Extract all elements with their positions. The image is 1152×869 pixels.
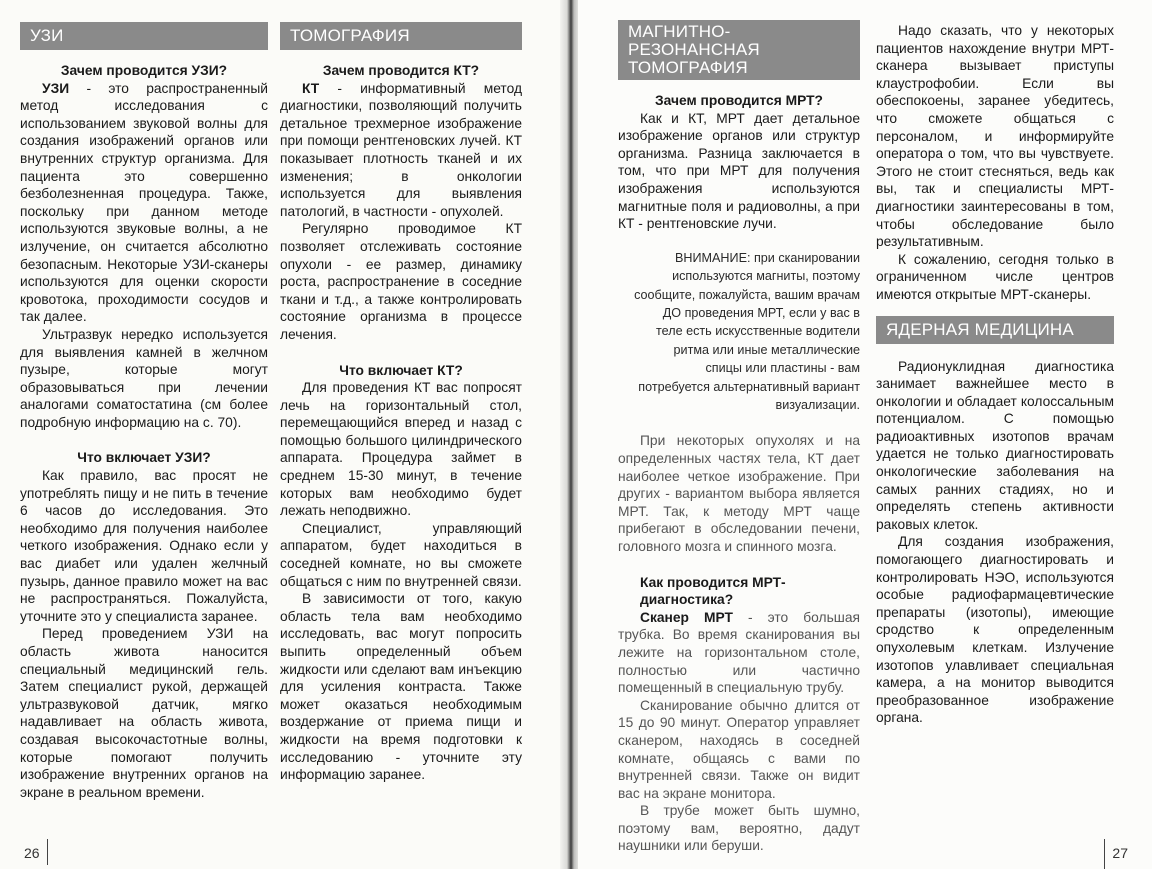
paragraph: В зависимости от того, какую область тела вам необходимо исследовать, вас могут попросить выпить определенный объем жидкости или сделают вам инъекцию для усиления контраста. Также может оказаться необходимым воздержание от приема пищи и жидкости на время подготовки к исследованию - уточните эту информацию заранее. (280, 591, 522, 783)
paragraph: Для проведения КТ вас попросят лечь на горизонтальный стол, перемещающийся вперед и назад с помощью большого цилиндрического аппарата. Процедура займет в среднем 15-30 минут, в течение которых вам необходимо будет лежать неподвижно. (280, 380, 522, 519)
lead-term: Сканер МРТ (640, 609, 733, 625)
column-ct (280, 22, 522, 784)
book-spine (560, 0, 580, 869)
paragraph: Сканер МРТ - это большая трубка. Во время сканирования вы лежите на горизонтальном столе, полностью или частично помещенный в специальную трубу. (618, 609, 860, 696)
paragraph: УЗИ - это распространенный метод исследования с использованием звуковой волны для создания изображений органов или внутренних структур организма. Для пациента это совершенно безболезненная процедура. Также, поскольку при данном методе используются звуковые волны, а не излучение, он считается абсолютно безопасным. Некоторые УЗИ-сканеры используются для оценки скорости кровотока, проходимости сосудов и так далее. (20, 80, 268, 325)
column-mri (618, 20, 860, 855)
left-page (0, 0, 570, 869)
section-header-nuclear: ЯДЕРНАЯ МЕДИЦИНА (876, 316, 1114, 344)
page-number-right: 27 (1112, 845, 1128, 861)
paragraph: К сожалению, сегодня только в ограниченном числе центров имеются открытые МРТ-сканеры. (876, 251, 1114, 302)
section-header-uzi: УЗИ (20, 22, 268, 50)
lead-term: КТ (302, 80, 320, 96)
paragraph: В трубе может быть шумно, поэтому вам, вероятно, дадут наушники или беруши. (618, 803, 860, 854)
paragraph: Ультразвук нередко используется для выявления камней в желчном пузыре, которые могут образовываться при лечении аналогами соматостатина (см более подробную информацию на с. 70). (20, 326, 268, 430)
paragraph: Как и КТ, МРТ дает детальное изображение органов или структур организма. Разница заключается в том, что при МРТ для получения изображения используются магнитные поля и радиоволны, а при КТ - рентгеновские лучи. (618, 110, 860, 232)
right-page (578, 0, 1152, 869)
paragraph: Радионуклидная диагностика занимает важнейшее место в онкологии и обладает колоссальным потенциалом. С помощью радиоактивных изотопов врачам удается не только диагностировать онкологические заболевания на самых ранних стадиях, но и определять степень активности раковых клеток. (876, 358, 1114, 532)
column-uzi (20, 22, 268, 801)
paragraph: Специалист, управляющий аппаратом, будет находиться в соседней комнате, но вы сможете общаться с ним по внутренней связи. (280, 520, 522, 589)
lead-term: УЗИ (42, 80, 70, 96)
question-what-ct: Что включает КТ? (339, 362, 463, 378)
paragraph: Как правило, вас просят не употреблять пищу и не пить в течение 6 часов до исследования. Это необходимо для получения наиболее четкого изображения. Однако если у вас диабет или удален желчный пузырь, данное правило может на вас не распространяться. Пожалуйста, уточните это у специалиста заранее. (20, 468, 268, 624)
question-why-uzi: Зачем проводится УЗИ? (60, 63, 228, 78)
question-why-ct: Зачем проводится КТ? (322, 63, 480, 78)
paragraph: Перед проведением УЗИ на область живота наносится специальный медицинский гель. Затем специалист рукой, держащей ультразвуковой датчик, мягко надавливает на область живота, создавая высокочастотные волны, которые помогают получить изображение внутренних органов на экране в реальном времени. (20, 626, 268, 800)
paragraph: Регулярно проводимое КТ позволяет отслеживать состояние опухоли - ее размер, динамику роста, распространение в соседние ткани и т.д., а также контролировать состояние организма в процессе лечения. (280, 221, 522, 342)
section-header-mri: МАГНИТНО-РЕЗОНАНСНАЯ ТОМОГРАФИЯ (618, 20, 860, 80)
question-how-mri: Как проводится МРТ-диагностика? (640, 574, 786, 608)
page-number-left: 26 (24, 845, 40, 861)
column-nuclear (876, 22, 1114, 727)
paragraph: Сканирование обычно длится от 15 до 90 минут. Оператор управляет сканером, находясь в соседней комнате, общаясь с вами по внутренней связи. Также он видит вас на экране монитора. (618, 697, 860, 801)
paragraph: При некоторых опухолях и на определенных частях тела, КТ дает наиболее четкое изображение. При других - вариантом выбора является МРТ. Так, к методу МРТ чаще прибегают в обследовании печени, головного мозга и спинного мозга. (618, 433, 860, 554)
paragraph: КТ - информативный метод диагностики, позволяющий получить детальное трехмерное изображение при помощи рентгеновских лучей. КТ показывает плотность тканей и их изменения; в онкологии используется для выявления патологий, в частности - опухолей. (280, 80, 522, 219)
section-header-ct: ТОМОГРАФИЯ (280, 22, 522, 50)
paragraph: Надо сказать, что у некоторых пациентов нахождение внутри МРТ-сканера вызывает приступы клаустрофобии. Если вы обеспокоены, заранее убедитесь, что сможете общаться с персоналом, и информируйте оператора о том, что вы чувствуете. Этого не стоит стесняться, ведь как вы, так и специалисты МРТ-диагностики заинтересованы в том, чтобы обследование было результативным. (876, 23, 1114, 250)
warning-note: ВНИМАНИЕ: при сканировании используются магниты, поэтому сообщите, пожалуйста, вашим врачам ДО проведения МРТ, если у вас в теле есть искусственные водители ритма или иные металлические спицы или пластины - вам потребуется альтернативный вариант визуализации. (634, 250, 860, 412)
paragraph: Для создания изображения, помогающего диагностировать и контролировать НЭО, используются особые радиофармацевтические препараты (изотопы), имеющие сродство к определенным опухолевым клеткам. Излучение изотопов улавливает специальная камера, а на монитор выводится преобразованное изображение органа. (876, 534, 1114, 726)
question-why-mri: Зачем проводится МРТ? (655, 93, 823, 108)
question-what-uzi: Что включает УЗИ? (77, 450, 211, 466)
